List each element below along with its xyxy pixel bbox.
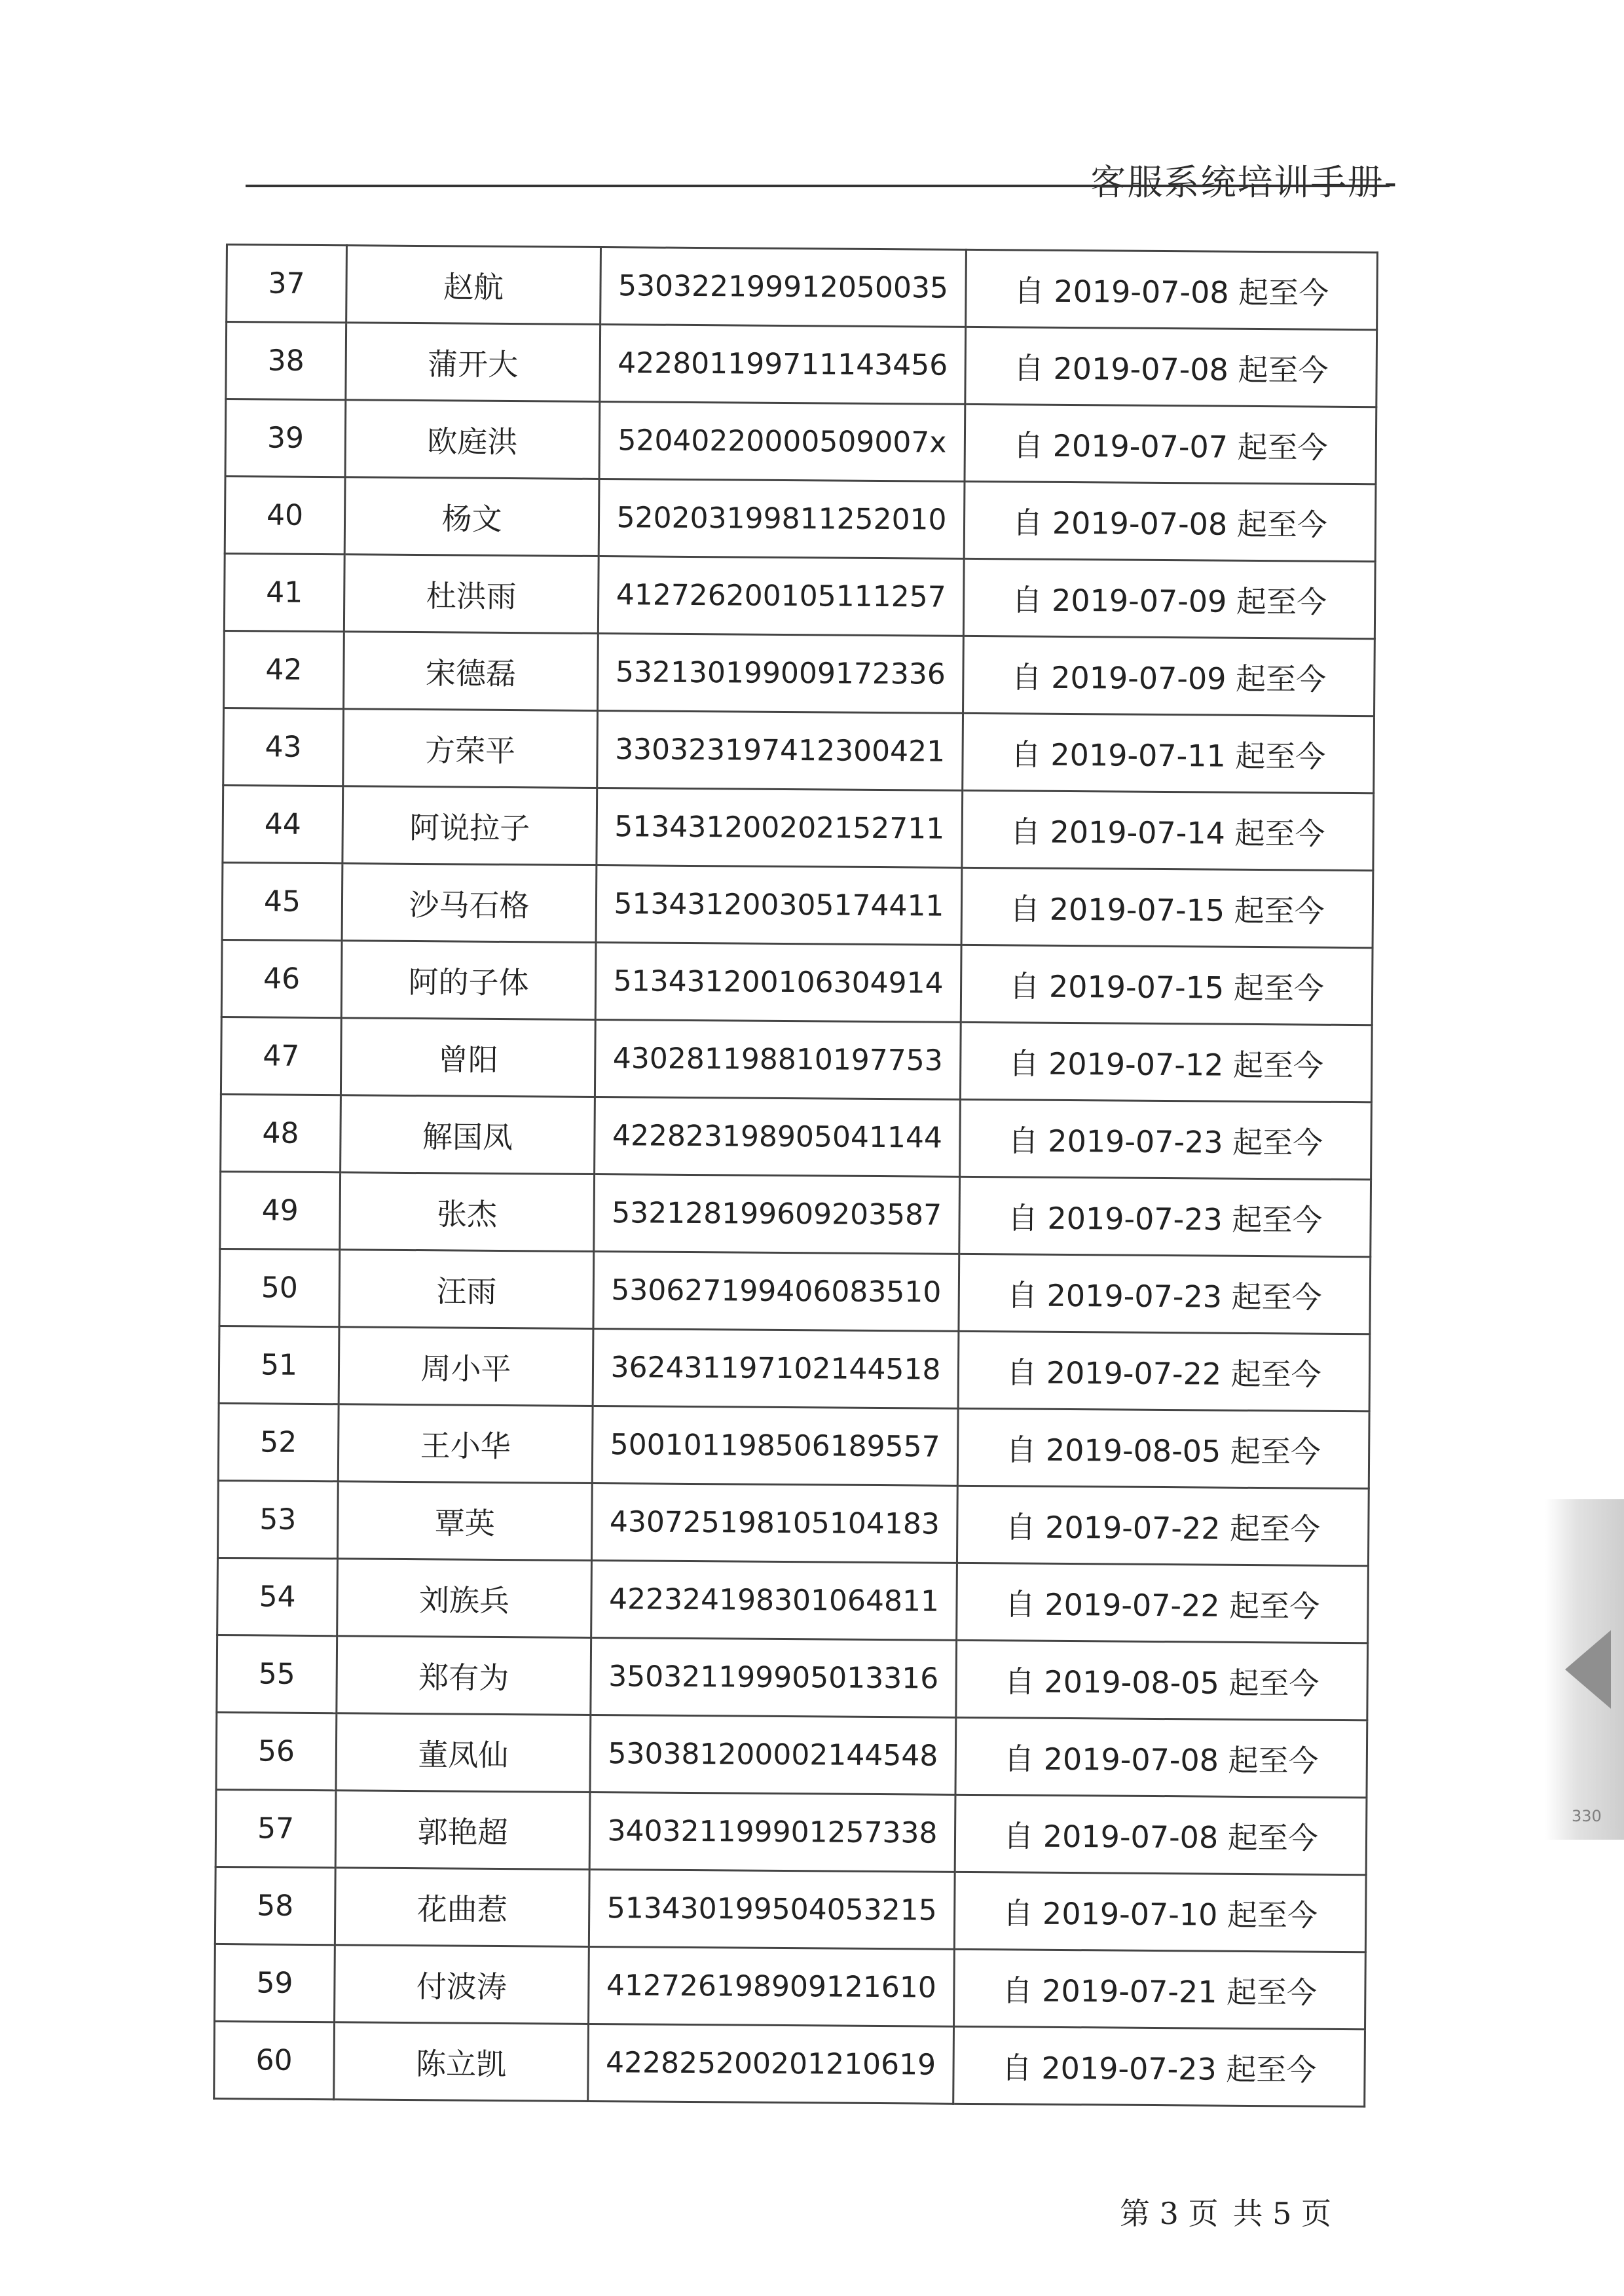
row-number-cell: 55 (217, 1635, 337, 1713)
employment-period-cell: 自 2019-07-11 起至今 (963, 713, 1375, 793)
table-row (219, 1248, 1371, 1334)
row-number-cell: 50 (219, 1248, 340, 1326)
row-number-cell: 58 (215, 1867, 335, 1944)
id-number-cell: 532128199609203587 (594, 1174, 960, 1254)
name-cell: 宋德磊 (344, 632, 599, 711)
table-row (215, 1944, 1366, 2029)
header-divider (246, 185, 1390, 187)
row-number-cell: 51 (219, 1326, 339, 1404)
row-number-cell: 41 (224, 553, 344, 631)
row-number-cell: 38 (226, 322, 346, 400)
name-cell: 蒲开大 (346, 323, 600, 402)
row-number-cell: 47 (221, 1017, 341, 1095)
stamp-arrow-mark (1565, 1630, 1611, 1709)
page-number: 第 3 页 (1120, 2196, 1219, 2231)
table-row (219, 1326, 1370, 1411)
id-number-cell: 430281198810197753 (595, 1019, 961, 1099)
employment-period-cell: 自 2019-07-22 起至今 (957, 1563, 1369, 1643)
table-row (216, 1712, 1367, 1797)
name-cell: 刘族兵 (337, 1559, 592, 1638)
id-number-cell: 500101198506189557 (592, 1406, 958, 1485)
id-number-cell: 362431197102144518 (593, 1328, 959, 1408)
row-number-cell: 53 (217, 1480, 338, 1558)
name-cell: 赵航 (346, 246, 601, 325)
employment-period-cell: 自 2019-08-05 起至今 (956, 1640, 1368, 1720)
id-number-cell: 330323197412300421 (597, 710, 963, 790)
table-row (221, 939, 1373, 1025)
id-number-cell: 530322199912050035 (600, 247, 967, 327)
page-footer (1120, 2190, 1346, 2233)
id-number-cell: 530381200002144548 (590, 1715, 956, 1795)
employment-period-cell: 自 2019-07-21 起至今 (954, 1949, 1366, 2029)
row-number-cell: 57 (215, 1789, 336, 1867)
scan-edge-stamp (1545, 1499, 1624, 1840)
id-number-cell: 422825200201210619 (588, 2024, 954, 2104)
employment-period-cell: 自 2019-07-14 起至今 (962, 790, 1374, 870)
employment-period-cell: 自 2019-07-23 起至今 (960, 1099, 1372, 1179)
id-number-cell: 430725198105104183 (591, 1483, 957, 1563)
employment-period-cell: 自 2019-07-08 起至今 (955, 1717, 1367, 1797)
employment-period-cell: 自 2019-07-15 起至今 (961, 867, 1373, 947)
name-cell: 阿的子体 (341, 941, 596, 1020)
table-row (217, 1480, 1369, 1565)
employee-table-body (214, 245, 1378, 2107)
row-number-cell: 54 (217, 1558, 338, 1635)
name-cell: 花曲惹 (335, 1868, 589, 1947)
table-row (222, 862, 1373, 947)
table-row (227, 245, 1378, 330)
employment-period-cell: 自 2019-07-23 起至今 (959, 1254, 1371, 1334)
table-row (217, 1635, 1368, 1720)
employment-period-cell: 自 2019-07-09 起至今 (963, 558, 1375, 638)
id-number-cell: 513431200106304914 (595, 942, 961, 1022)
id-number-cell: 520203199811252010 (599, 479, 965, 558)
employment-period-cell: 自 2019-07-08 起至今 (965, 327, 1377, 407)
employment-period-cell: 自 2019-08-05 起至今 (957, 1408, 1369, 1488)
table-row (217, 1558, 1369, 1643)
row-number-cell: 37 (227, 245, 347, 323)
name-cell: 董凤仙 (336, 1713, 591, 1793)
employee-table-container (213, 244, 1378, 2107)
employment-period-cell: 自 2019-07-10 起至今 (954, 1872, 1366, 1952)
name-cell: 张杰 (340, 1173, 595, 1252)
name-cell: 杜洪雨 (344, 555, 599, 634)
employment-period-cell: 自 2019-07-08 起至今 (964, 481, 1376, 561)
id-number-cell: 412726198909121610 (589, 1946, 955, 2026)
table-row (221, 1017, 1372, 1102)
row-number-cell: 56 (216, 1712, 337, 1790)
name-cell: 周小平 (339, 1327, 593, 1406)
employee-table (213, 244, 1378, 2107)
name-cell: 覃英 (337, 1482, 592, 1561)
row-number-cell: 43 (223, 708, 344, 786)
stamp-number: 330 (1572, 1807, 1602, 1825)
table-row (223, 708, 1375, 793)
table-row (225, 477, 1376, 562)
name-cell: 汪雨 (339, 1250, 594, 1329)
name-cell: 方荣平 (343, 709, 598, 788)
id-number-cell: 340321199901257338 (589, 1792, 955, 1872)
employment-period-cell: 自 2019-07-08 起至今 (966, 249, 1378, 329)
table-row (221, 1094, 1372, 1179)
table-row (218, 1403, 1369, 1488)
employment-period-cell: 自 2019-07-08 起至今 (955, 1795, 1367, 1874)
id-number-cell: 513430199504053215 (589, 1869, 955, 1949)
row-number-cell: 39 (225, 399, 346, 477)
name-cell: 郭艳超 (335, 1791, 590, 1870)
name-cell: 解国凤 (341, 1095, 595, 1175)
name-cell: 陈立凯 (334, 2022, 589, 2102)
id-number-cell: 422823198905041144 (595, 1097, 961, 1176)
table-row (220, 1171, 1371, 1256)
id-number-cell: 530627199406083510 (593, 1251, 959, 1331)
table-row (215, 1789, 1367, 1874)
id-number-cell: 513431200305174411 (596, 865, 962, 945)
id-number-cell: 513431200202152711 (597, 788, 963, 867)
name-cell: 欧庭洪 (345, 400, 600, 479)
name-cell: 阿说拉子 (342, 786, 597, 866)
table-row (215, 1867, 1366, 1952)
name-cell: 付波涛 (335, 1945, 589, 2024)
id-number-cell: 422801199711143456 (600, 324, 966, 404)
name-cell: 曾阳 (341, 1018, 595, 1097)
employment-period-cell: 自 2019-07-22 起至今 (958, 1331, 1370, 1411)
row-number-cell: 42 (224, 630, 344, 708)
row-number-cell: 52 (218, 1403, 339, 1481)
row-number-cell: 48 (221, 1094, 341, 1172)
table-row (225, 399, 1376, 484)
employment-period-cell: 自 2019-07-22 起至今 (957, 1485, 1369, 1565)
name-cell: 王小华 (338, 1404, 593, 1484)
id-number-cell: 52040220000509007x (599, 401, 965, 481)
name-cell: 杨文 (344, 477, 599, 556)
table-row (226, 322, 1377, 407)
table-row (214, 2021, 1365, 2106)
employment-period-cell: 自 2019-07-23 起至今 (959, 1176, 1371, 1256)
employment-period-cell: 自 2019-07-23 起至今 (953, 2026, 1365, 2106)
row-number-cell: 49 (220, 1171, 341, 1249)
employment-period-cell: 自 2019-07-12 起至今 (960, 1022, 1372, 1102)
employment-period-cell: 自 2019-07-09 起至今 (963, 636, 1375, 716)
name-cell: 郑有为 (337, 1636, 591, 1715)
employment-period-cell: 自 2019-07-07 起至今 (965, 404, 1376, 484)
table-row (224, 630, 1375, 716)
table-row (223, 785, 1374, 870)
page-total: 共 5 页 (1232, 2196, 1332, 2231)
row-number-cell: 59 (215, 1944, 335, 2022)
document-header-title: 客服系统培训手册- (1090, 162, 1398, 203)
row-number-cell: 44 (223, 785, 343, 863)
row-number-cell: 45 (222, 862, 342, 940)
row-number-cell: 46 (221, 939, 342, 1017)
id-number-cell: 412726200105111257 (598, 556, 964, 636)
id-number-cell: 350321199905013316 (591, 1637, 957, 1717)
row-number-cell: 60 (214, 2021, 335, 2099)
employment-period-cell: 自 2019-07-15 起至今 (961, 945, 1373, 1025)
id-number-cell: 532130199009172336 (598, 633, 964, 713)
name-cell: 沙马石格 (342, 864, 597, 943)
id-number-cell: 422324198301064811 (591, 1560, 957, 1640)
row-number-cell: 40 (225, 477, 345, 555)
table-row (224, 553, 1375, 638)
